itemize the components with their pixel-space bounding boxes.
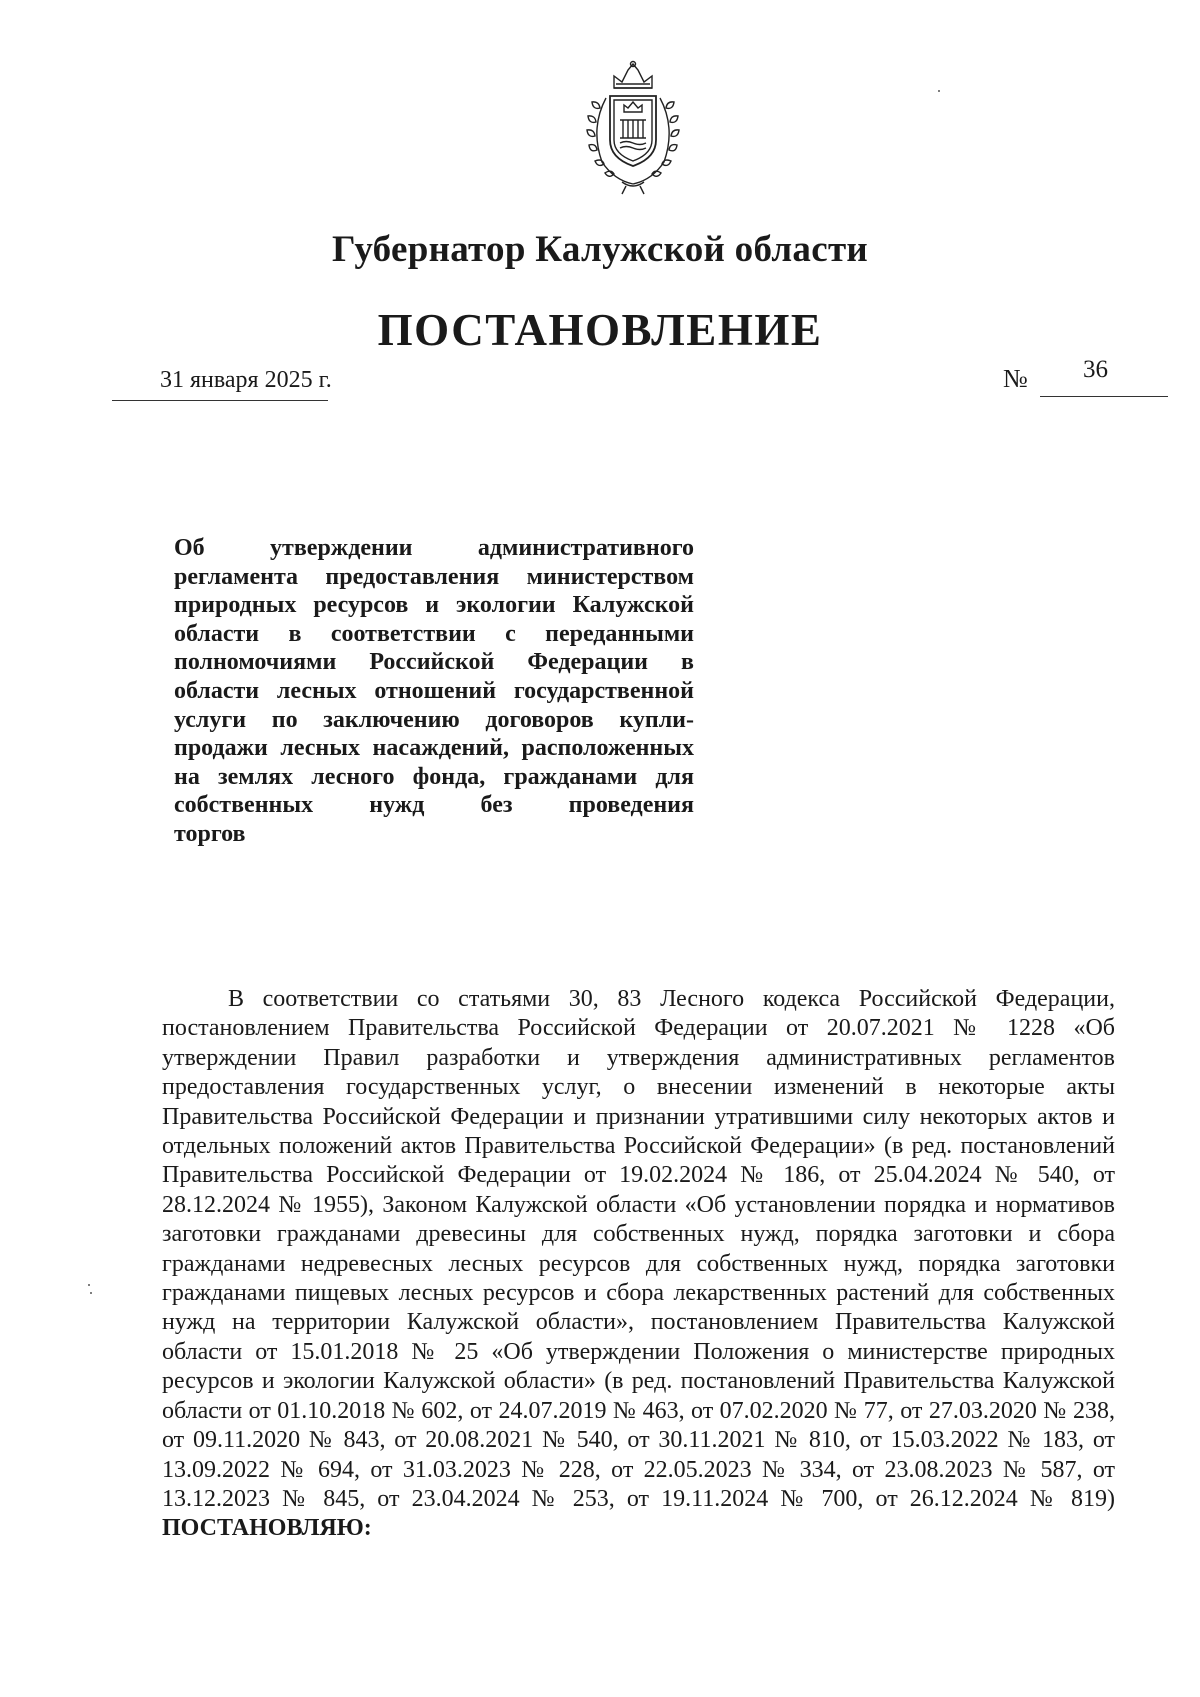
document-date-field (112, 362, 332, 401)
number-sign: № (1003, 364, 1028, 393)
number-underline (1040, 396, 1168, 397)
document-number-field (1003, 356, 1168, 398)
subject-text: Об утверждении административного регламента предоставления министерством природных ресурсов и экологии Калужской области в соответствии с переданными полномочиями Российской Федерации в области лесных отношений государственной услуги по заключению договоров купли-продажи лесных насаждений, расположенных на землях лесного фонда, гражданами для собственных нужд без проведения (174, 535, 694, 819)
document-subject (174, 534, 694, 849)
issuing-authority: Губернатор Калужской области (331, 229, 869, 270)
subject-text-tail: торгов (174, 820, 246, 847)
document-type-title: ПОСТАНОВЛЕНИЕ (377, 305, 823, 355)
scan-speck (90, 1292, 92, 1294)
document-date: 31 января 2025 г. (160, 367, 332, 393)
scan-speck (88, 1284, 90, 1286)
resolve-keyword: ПОСТАНОВЛЯЮ: (162, 1515, 372, 1542)
coat-of-arms-icon (578, 58, 688, 198)
preamble-paragraph (162, 985, 1115, 1544)
scan-speck (938, 90, 940, 92)
preamble-text: В соответствии со статьями 30, 83 Лесного кодекса Российской Федерации, постановлением Правительства Российской Федерации от 20.07.2021 № 1228 «Об утверждении Правил разработки и утверждения административных регламентов предоставления государственных услуг, о внесении изменений в некоторые акты Правительства Российской Федерации и признании утратившими силу некоторых актов и отдельных положений актов Правительства Российской Федерации» (в ред. постановлений Правительства Российской Федерации от 19.02.2024 № 186, от 25.04.2024 № 540, от 28.12.2024 № 1955), Законом Калужской области «Об установлении порядка и нормативов заготовки гражданами древесины для собственных нужд, порядка заготовки и сбора гражданами недревесных лесных ресурсов для собственных нужд, порядка заготовки гражданами пищевых лесных ресурсов и сбора лекарственных растений для собственных нужд на территории Калужской области», постановлением Правительства Калужской области от 15.01.2018 № 25 «Об утверждении Положения о министерстве природных ресурсов и экологии Калужской области» (в ред. постановлений Правительства Калужской области от 01.10.2018 № 602, от 24.07.2019 № 463, от 07.02.2020 № 77, от 27.03.2020 № 238, от 09.11.2020 № 843, от 20.08.2021 № 540, от 30.11.2021 № 810, от 15.03.2022 № 183, от 13.09.2022 № 694, от 31.03.2023 № 228, от 22.05.2023 № 334, от 23.08.2023 № 587, от 13.12.2023 № 845, от 23.04.2024 № 253, от 19.11.2024 № 700, от 26.12.2024 № 819) (162, 986, 1115, 1512)
document-number: 36 (1083, 356, 1108, 383)
